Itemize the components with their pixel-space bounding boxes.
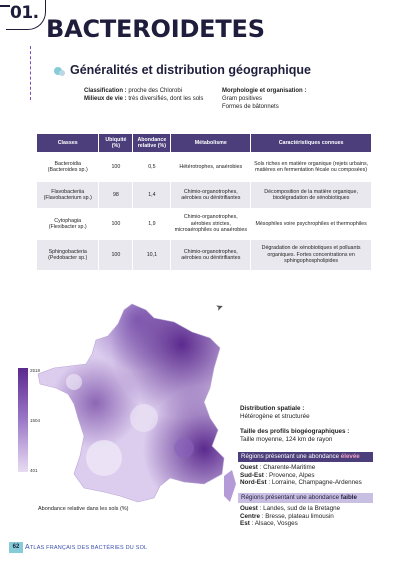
page-number: 62 [9, 542, 23, 553]
cell-caracteristiques: Décomposition de la matière organique, biodégradation de xénobiotiques [251, 182, 372, 208]
milieux-line: Milieux de vie : très diversifiés, dont les sols [84, 96, 204, 102]
col-header-abondance: Abondance relative (%) [133, 134, 171, 152]
north-arrow-icon: ➤ [214, 301, 225, 314]
table-row [37, 240, 372, 270]
info-left [84, 87, 203, 103]
page-title: BACTEROIDETES [46, 15, 265, 43]
cell-classe: Bacteroidia (Bacteroides sp.) [37, 152, 99, 182]
legend-min-label: 401 [30, 468, 38, 473]
table-row [37, 182, 372, 208]
info-right [222, 87, 306, 111]
map-caption: Abondance relative dans les sols (%) [38, 506, 129, 512]
list-item: Nord-Est : Lorraine, Champagne-Ardennes [240, 479, 362, 487]
table-row [37, 208, 372, 240]
chapter-chip [6, 0, 46, 30]
col-header-classes: Classes [37, 134, 99, 152]
legend-max-label: 2518 [30, 368, 41, 373]
cell-abondance: 0,5 [133, 152, 171, 182]
low-abundance-band: Régions présentant une abondance faible [238, 493, 373, 503]
cell-metabolisme: Chimio-organotrophes, aérobies ou dénitrifiantes [171, 182, 251, 208]
list-item: Ouest : Charente-Maritime [240, 464, 316, 471]
list-item: Est : Alsace, Vosges [240, 520, 298, 528]
low-regions-list [240, 505, 340, 528]
chapter-number: 01. [10, 3, 39, 23]
classes-table [37, 134, 372, 270]
table-row [37, 152, 372, 182]
cell-classe: Flavobacteriia (Flavobacterium sp.) [37, 182, 99, 208]
cell-caracteristiques: Mésophiles voire psychrophiles et thermophiles [251, 208, 372, 240]
cell-ubiquite: 98 [99, 182, 133, 208]
classification-line: Classification : proche des Chlorobi [84, 88, 183, 94]
high-abundance-band: Régions présentant une abondance élevée [238, 452, 373, 462]
section-bullet-icon-secondary [59, 70, 65, 76]
list-item: Centre : Bresse, plateau limousin [240, 512, 334, 520]
cell-ubiquite: 100 [99, 152, 133, 182]
morpho-label: Morphologie et organisation : [222, 88, 307, 94]
map-legend-gradient [18, 368, 28, 472]
cell-abondance: 10,1 [133, 240, 171, 270]
cell-metabolisme: Hétérotrophes, anaérobies [171, 152, 251, 182]
cell-classe: Cytophagia (Flexibacter sp.) [37, 208, 99, 240]
morpho-line-2: Formes de bâtonnets [222, 104, 279, 110]
footer-title: ATLAS FRANÇAIS DES BACTÉRIES DU SOL [25, 544, 148, 551]
cell-metabolisme: Chimio-organotrophes, aérobies ou dénitrifiantes [171, 240, 251, 270]
cell-ubiquite: 100 [99, 208, 133, 240]
list-item: Ouest : Landes, sud de la Bretagne [240, 505, 341, 512]
cell-classe: Sphingobacteria (Pedobacter sp.) [37, 240, 99, 270]
section-title: Généralités et distribution géographique [70, 63, 312, 77]
high-regions-list [240, 464, 362, 487]
legend-mid-label: 1504 [30, 418, 41, 423]
france-abundance-map [34, 298, 239, 508]
profile-size: Taille des profils biogéographiques : Taille moyenne, 124 km de rayon [240, 428, 350, 443]
decorative-dashed-line [30, 46, 31, 100]
cell-caracteristiques: Sols riches en matière organique (rejets urbains, matières en fermentation fécale ou composées) [251, 152, 372, 182]
cell-abondance: 1,4 [133, 182, 171, 208]
cell-metabolisme: Chimio-organotrophes, aérobies strictes, microaérophiles ou anaérobies [171, 208, 251, 240]
morpho-line-1: Gram positives [222, 96, 263, 102]
col-header-caracteristiques: Caractéristiques connues [251, 134, 372, 152]
col-header-ubiquite: Ubiquité (%) [99, 134, 133, 152]
col-header-metabolisme: Métabolisme [171, 134, 251, 152]
table-header-row [37, 134, 372, 152]
list-item: Sud-Est : Provence, Alpes [240, 471, 315, 479]
cell-abondance: 1,9 [133, 208, 171, 240]
cell-caracteristiques: Dégradation de xénobiotiques et polluants organiques. Fortes concentrations en sphingophospholipides [251, 240, 372, 270]
spatial-distribution: Distribution spatiale : Hétérogène et structurée [240, 405, 310, 420]
cell-ubiquite: 100 [99, 240, 133, 270]
